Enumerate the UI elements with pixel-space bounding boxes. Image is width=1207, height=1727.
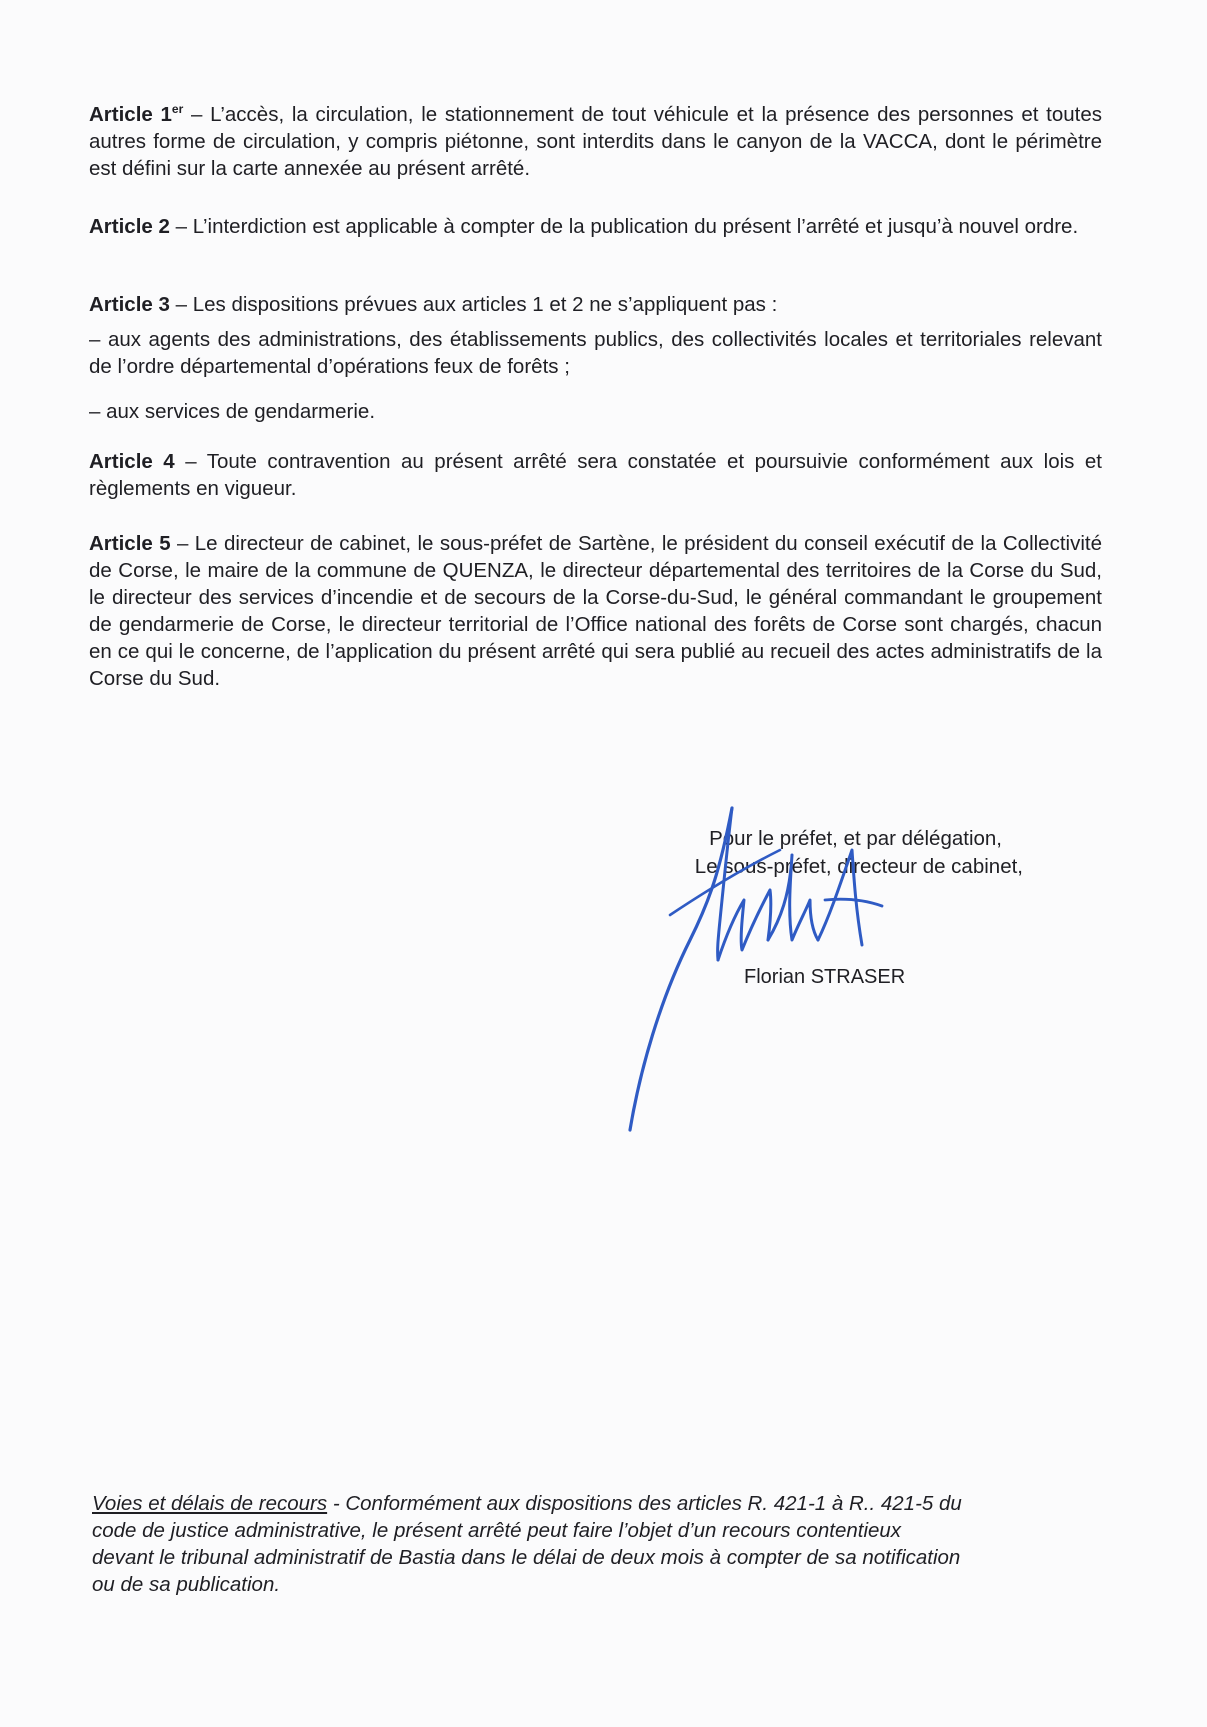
signature-stroke [718,890,771,960]
article-3 [89,291,1102,318]
article-2 [89,213,1102,240]
signature-stroke [630,808,732,1130]
appeal-line: code de justice administrative, le présent arrêté peut faire l’objet d’un recours contentieux [92,1519,902,1542]
article-1-label: Article 1er [89,102,184,126]
article-4 [89,448,1102,502]
signature-delegation-line: Pour le préfet, et par délégation, [709,827,1002,850]
appeal-notice [92,1490,1112,1598]
article-3-label: Article 3 [89,293,170,316]
article-5-label: Article 5 [89,532,171,555]
article-3-bullet: – aux services de gendarmerie. [89,400,376,423]
article-3-bullet: – aux agents des administrations, des établissements publics, des collectivités locales et territoriales relevant de l’ordre départemental d’opérations feux de forêts ; [89,328,1102,378]
signature-title-line: Le sous-préfet, directeur de cabinet, [694,855,1023,878]
signature-stroke [768,855,818,940]
appeal-line: Voies et délais de recours - Conformément aux dispositions des articles R. 421-1 à R.. 421-5 du [92,1492,962,1515]
article-1 [89,101,1102,182]
article-5 [89,530,1102,692]
appeal-title: Voies et délais de recours [92,1492,328,1515]
appeal-line: devant le tribunal administratif de Bastia dans le délai de deux mois à compter de sa notification [92,1546,961,1569]
article-2-label: Article 2 [89,215,170,238]
article-5-text: – Le directeur de cabinet, le sous-préfet de Sartène, le président du conseil exécutif de la Collectivité de Corse, le maire de la commune de QUENZA, le directeur départemental des territoires de la Corse du Sud, le directeur des services d’incendie et de secours de la Corse-du-Sud, le général commandant le groupement de gendarmerie de Corse, le directeur territorial de l’Office national des forêts de Corse sont chargés, chacun en ce qui le concerne, de l’application du présent arrêté qui sera publié au recueil des actes administratifs de la Corse du Sud. [89,532,1102,690]
signatory-name: Florian STRASER [744,966,906,988]
article-2-text: – L’interdiction est applicable à compter de la publication du présent l’arrêté et jusqu’à nouvel ordre. [169,215,1079,238]
appeal-line: ou de sa publication. [92,1573,281,1596]
article-4-text: – Toute contravention au présent arrêté sera constatée et poursuivie conformément aux lois et règlements en vigueur. [89,450,1102,500]
article-4-label: Article 4 [89,450,175,473]
signature-stroke [818,850,862,945]
article-1-text: – L’accès, la circulation, le stationnement de tout véhicule et la présence des personnes et toutes autres forme de circulation, y compris piétonne, sont interdits dans le canyon de la VACCA, dont le périmètre est défini sur la carte annexée au présent arrêté. [89,103,1102,180]
article-3-text: – Les dispositions prévues aux articles 1 et 2 ne s’appliquent pas : [169,293,778,316]
